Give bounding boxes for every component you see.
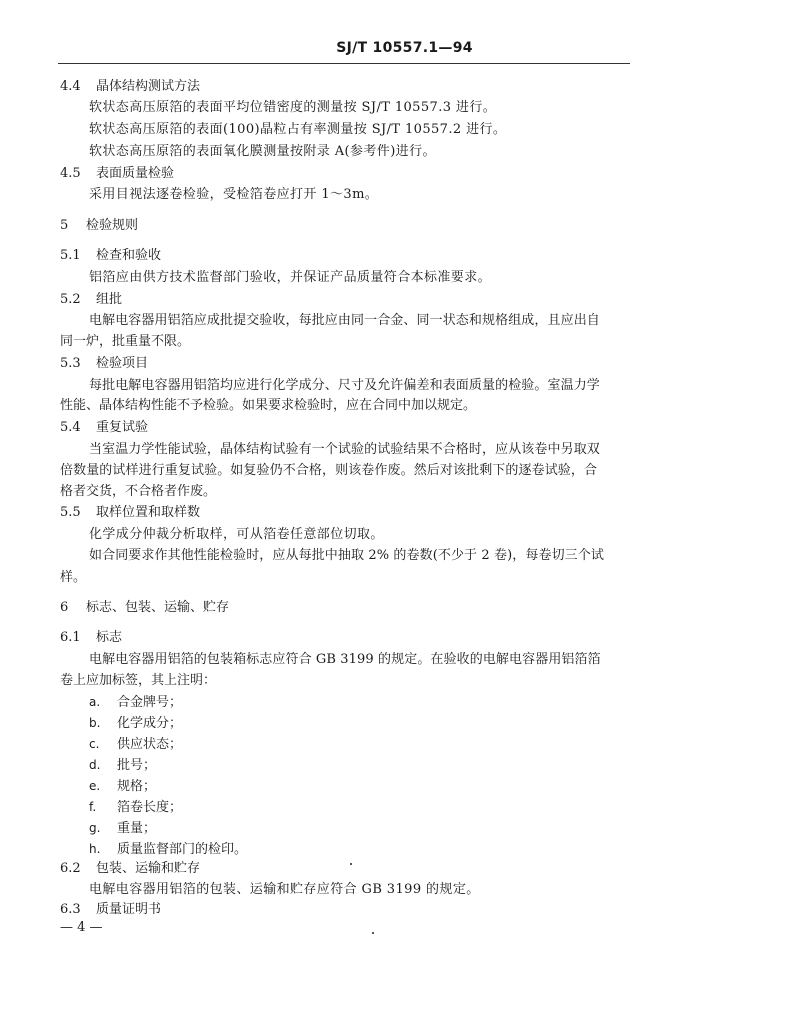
heading-6-3 bbox=[60, 902, 161, 918]
section-title: 检验规则 bbox=[86, 218, 139, 233]
heading-5-3 bbox=[60, 356, 148, 372]
paragraph-continuation: 卷上应加标签，其上注明： bbox=[60, 673, 217, 688]
paragraph-continuation: 性能、晶体结构性能不予检验。如果要求检验时，应在合同中加以规定。 bbox=[60, 398, 477, 413]
section-title: 重复试验 bbox=[96, 420, 149, 435]
list-item bbox=[89, 778, 156, 795]
paragraph: 每批电解电容器用铝箔均应进行化学成分、尺寸及允许偏差和表面质量的检验。室温力学 bbox=[89, 378, 600, 393]
list-item bbox=[89, 736, 182, 753]
paragraph: 采用目视法逐卷检验，受检箔卷应打开 1～3m。 bbox=[89, 187, 379, 202]
list-item bbox=[89, 820, 156, 837]
section-number: 5.4 bbox=[60, 420, 81, 435]
list-item-label: c. bbox=[89, 737, 100, 751]
section-number: 5.1 bbox=[60, 248, 81, 263]
list-item-label: d. bbox=[89, 758, 101, 772]
scan-speck bbox=[350, 863, 352, 865]
section-number: 5 bbox=[60, 218, 69, 233]
heading-5 bbox=[60, 218, 138, 234]
paragraph: 如合同要求作其他性能检验时，应从每批中抽取 2% 的卷数(不少于 2 卷)，每卷切三个试 bbox=[89, 548, 604, 563]
paragraph-continuation: 格者交货，不合格者作废。 bbox=[60, 484, 217, 499]
list-item-label: g. bbox=[89, 821, 101, 835]
section-number: 6.1 bbox=[60, 630, 81, 645]
section-number: 6 bbox=[60, 600, 69, 615]
heading-5-1 bbox=[60, 248, 161, 264]
page-number: — 4 — bbox=[60, 920, 103, 935]
heading-6-2 bbox=[60, 861, 200, 877]
section-number: 5.3 bbox=[60, 356, 81, 371]
section-title: 标志、包装、运输、贮存 bbox=[86, 600, 230, 615]
list-item-label: e. bbox=[89, 779, 101, 793]
paragraph: 化学成分仲裁分析取样，可从箔卷任意部位切取。 bbox=[89, 527, 384, 542]
paragraph: 电解电容器用铝箔应成批提交验收，每批应由同一合金、同一状态和规格组成，且应出自 bbox=[89, 313, 600, 328]
list-item-text: 批号； bbox=[117, 758, 157, 773]
paragraph-continuation: 倍数量的试样进行重复试验。如复验仍不合格，则该卷作废。然后对该批剩下的逐卷试验，合 bbox=[60, 463, 598, 478]
list-item bbox=[89, 694, 182, 711]
section-number: 4.5 bbox=[60, 166, 81, 181]
list-item bbox=[89, 715, 182, 732]
section-title: 标志 bbox=[96, 630, 123, 645]
list-item-label: b. bbox=[89, 716, 101, 730]
list-item bbox=[89, 799, 182, 816]
section-number: 4.4 bbox=[60, 79, 81, 94]
header-rule bbox=[58, 63, 630, 64]
list-item-label: a. bbox=[89, 695, 101, 709]
list-item-text: 化学成分； bbox=[117, 716, 183, 731]
paragraph: 电解电容器用铝箔的包装箱标志应符合 GB 3199 的规定。在验收的电解电容器用铝箔箔 bbox=[89, 652, 601, 667]
list-item-label: f. bbox=[89, 800, 97, 814]
paragraph-continuation: 样。 bbox=[60, 570, 87, 585]
paragraph: 软状态高压原箔的表面(100)晶粒占有率测量按 SJ/T 10557.2 进行。 bbox=[89, 122, 507, 137]
list-item-text: 重量； bbox=[117, 821, 157, 836]
section-title: 组批 bbox=[96, 292, 123, 307]
list-item-text: 合金牌号； bbox=[117, 695, 183, 710]
heading-6-1 bbox=[60, 630, 122, 646]
section-title: 取样位置和取样数 bbox=[96, 505, 201, 520]
paragraph: 软状态高压原箔的表面氧化膜测量按附录 A(参考件)进行。 bbox=[89, 144, 436, 159]
heading-5-2 bbox=[60, 292, 122, 308]
list-item bbox=[89, 757, 156, 774]
paragraph: 电解电容器用铝箔的包装、运输和贮存应符合 GB 3199 的规定。 bbox=[89, 882, 480, 897]
running-header: SJ/T 10557.1—94 bbox=[336, 40, 473, 56]
list-item-text: 箔卷长度； bbox=[117, 800, 183, 815]
list-item-text: 规格； bbox=[117, 779, 157, 794]
list-item bbox=[89, 841, 247, 858]
heading-5-4 bbox=[60, 420, 148, 436]
section-title: 表面质量检验 bbox=[96, 166, 175, 181]
scan-speck bbox=[372, 932, 374, 934]
heading-6 bbox=[60, 600, 229, 616]
section-title: 检验项目 bbox=[96, 356, 149, 371]
paragraph: 当室温力学性能试验，晶体结构试验有一个试验的试验结果不合格时，应从该卷中另取双 bbox=[89, 442, 600, 457]
section-number: 5.5 bbox=[60, 505, 81, 520]
section-title: 检查和验收 bbox=[96, 248, 162, 263]
section-title: 晶体结构测试方法 bbox=[96, 79, 201, 94]
paragraph: 铝箔应由供方技术监督部门验收，并保证产品质量符合本标准要求。 bbox=[89, 270, 492, 285]
section-number: 5.2 bbox=[60, 292, 81, 307]
heading-4-5 bbox=[60, 166, 174, 182]
section-number: 6.3 bbox=[60, 902, 81, 917]
section-title: 包装、运输和贮存 bbox=[96, 861, 201, 876]
heading-5-5 bbox=[60, 505, 200, 521]
list-item-text: 供应状态； bbox=[117, 737, 183, 752]
paragraph: 软状态高压原箔的表面平均位错密度的测量按 SJ/T 10557.3 进行。 bbox=[89, 100, 497, 115]
list-item-text: 质量监督部门的检印。 bbox=[117, 842, 248, 857]
heading-4-4 bbox=[60, 79, 200, 95]
section-number: 6.2 bbox=[60, 861, 81, 876]
section-title: 质量证明书 bbox=[96, 902, 162, 917]
paragraph-continuation: 同一炉，批重量不限。 bbox=[60, 334, 191, 349]
list-item-label: h. bbox=[89, 842, 101, 856]
